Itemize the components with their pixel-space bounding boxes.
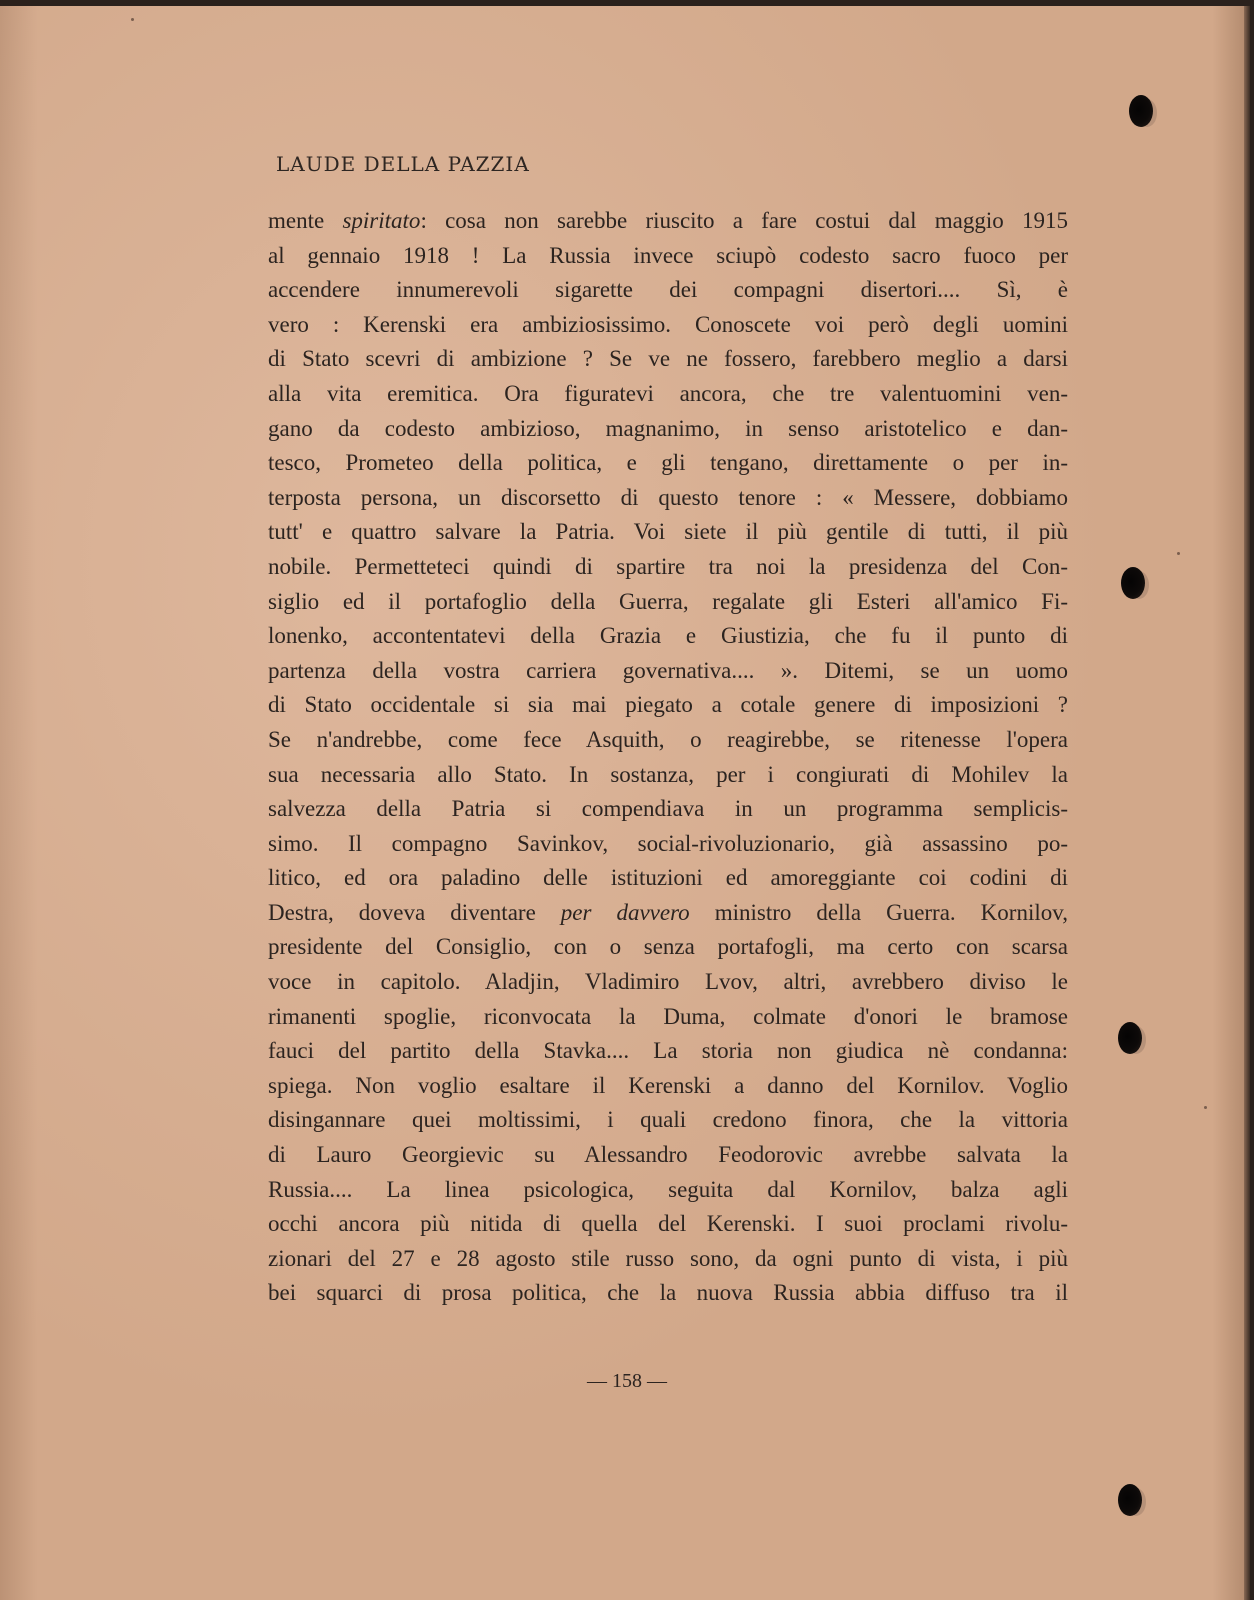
page-edge-shadow — [1244, 6, 1250, 1600]
text-line: litico, ed ora paladino delle istituzioni ed amoreggiante coi codini di — [268, 865, 1068, 891]
text-line: al gennaio 1918 ! La Russia invece sciupò codesto sacro fuoco per — [268, 242, 1068, 268]
text-line: sua necessaria allo Stato. In sostanza, per i congiurati di Mohilev la — [268, 761, 1068, 787]
text-line: zionari del 27 e 28 agosto stile russo sono, da ogni punto di vista, i più — [268, 1245, 1068, 1271]
text-line: accendere innumerevoli sigarette dei compagni disertori.... Sì, è — [268, 277, 1068, 303]
text-line: bei squarci di prosa politica, che la nuova Russia abbia diffuso tra il — [268, 1280, 1068, 1306]
text-line: di Stato scevri di ambizione ? Se ve ne fossero, farebbero meglio a darsi — [268, 346, 1068, 372]
binder-hole-icon — [1129, 95, 1153, 127]
paper-speck — [1177, 552, 1180, 555]
body-text — [268, 204, 1068, 1311]
text-line: salvezza della Patria si compendiava in un programma semplicis- — [268, 796, 1068, 822]
text-line: voce in capitolo. Aladjin, Vladimiro Lvov, altri, avrebbero diviso le — [268, 969, 1068, 995]
text-line: vero : Kerenski era ambiziosissimo. Conoscete voi però degli uomini — [268, 311, 1068, 337]
paper-speck — [131, 18, 134, 21]
running-header: LAUDE DELLA PAZZIA — [276, 152, 530, 176]
page-number: — 158 — — [587, 1370, 667, 1392]
text-line: di Lauro Georgievic su Alessandro Feodorovic avrebbe salvata la — [268, 1142, 1068, 1168]
text-line: occhi ancora più nitida di quella del Kerenski. I suoi proclami rivolu- — [268, 1211, 1068, 1237]
text-line: Se n'andrebbe, come fece Asquith, o reagirebbe, se ritenesse l'opera — [268, 726, 1068, 752]
text-line: alla vita eremitica. Ora figuratevi ancora, che tre valentuomini ven- — [268, 380, 1068, 406]
text-line: Russia.... La linea psicologica, seguita dal Kornilov, balza agli — [268, 1176, 1068, 1202]
text-line: lonenko, accontentatevi della Grazia e Giustizia, che fu il punto di — [268, 623, 1068, 649]
scanned-page — [0, 6, 1250, 1600]
text-line: rimanenti spoglie, riconvocata la Duma, colmate d'onori le bramose — [268, 1003, 1068, 1029]
text-line: di Stato occidentale si sia mai piegato a cotale genere di imposizioni ? — [268, 692, 1068, 718]
text-line: nobile. Permetteteci quindi di spartire tra noi la presidenza del Con- — [268, 553, 1068, 579]
text-line: tutt' e quattro salvare la Patria. Voi siete il più gentile di tutti, il più — [268, 519, 1068, 545]
binder-hole-icon — [1118, 1484, 1142, 1516]
text-line: mente spiritato: cosa non sarebbe riuscito a fare costui dal maggio 1915 — [268, 208, 1069, 233]
text-line: Destra, doveva diventare per davvero ministro della Guerra. Kornilov, — [268, 899, 1068, 925]
text-line: fauci del partito della Stavka.... La storia non giudica nè condanna: — [268, 1038, 1068, 1064]
binder-hole-icon — [1118, 1022, 1142, 1054]
text-line: simo. Il compagno Savinkov, social-rivoluzionario, già assassino po- — [268, 830, 1068, 856]
text-line: partenza della vostra carriera governativa.... ». Ditemi, se un uomo — [268, 657, 1068, 683]
text-line: disingannare quei moltissimi, i quali credono finora, che la vittoria — [268, 1107, 1068, 1133]
text-line: tesco, Prometeo della politica, e gli tengano, direttamente o per in- — [268, 450, 1068, 476]
text-line: spiega. Non voglio esaltare il Kerenski a danno del Kornilov. Voglio — [268, 1072, 1068, 1098]
text-line: gano da codesto ambizioso, magnanimo, in senso aristotelico e dan- — [268, 415, 1068, 441]
paper-speck — [1204, 1106, 1207, 1109]
text-line: siglio ed il portafoglio della Guerra, regalate gli Esteri all'amico Fi- — [268, 588, 1068, 614]
binder-hole-icon — [1121, 567, 1145, 599]
text-line: presidente del Consiglio, con o senza portafogli, ma certo con scarsa — [268, 934, 1068, 960]
text-line: terposta persona, un discorsetto di questo tenore : « Messere, dobbiamo — [268, 484, 1068, 510]
